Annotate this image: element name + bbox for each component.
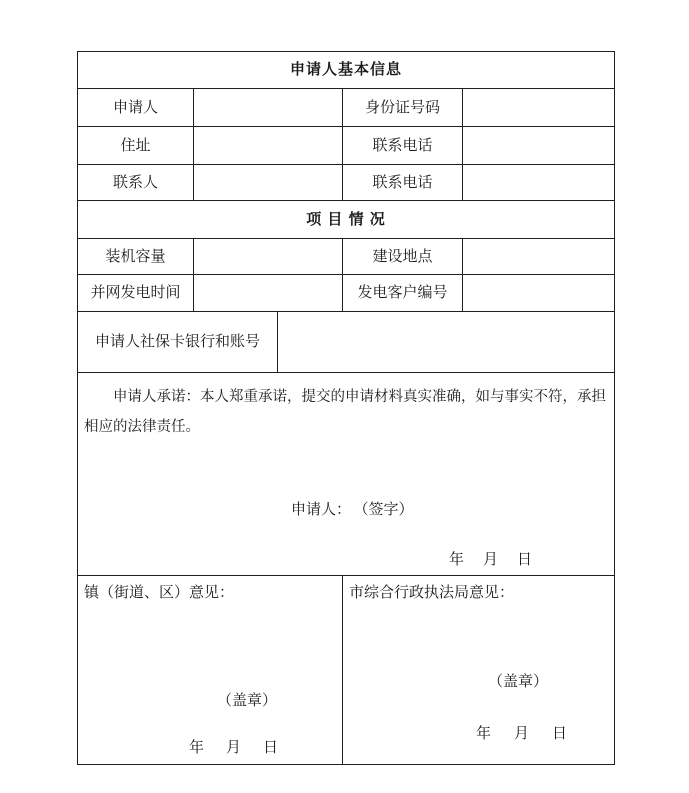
construction-site-value	[463, 239, 614, 274]
town-opinion-title: 镇（街道、区）意见：	[84, 584, 235, 601]
commitment-cell	[78, 373, 614, 575]
signer-label: 申请人：	[291, 501, 352, 518]
generation-customer-id-value	[463, 275, 614, 311]
social-card-bank-value	[278, 312, 614, 372]
bureau-date-line	[476, 725, 567, 743]
installed-capacity-value	[194, 239, 343, 274]
table-row	[78, 275, 614, 312]
application-form-table	[77, 51, 615, 765]
id-number-label: 身份证号码	[343, 89, 463, 126]
year-label: 年	[476, 725, 492, 742]
contact-person-label: 联系人	[78, 165, 194, 200]
address-value	[194, 127, 343, 164]
construction-site-label: 建设地点	[343, 239, 463, 274]
grid-connection-time-value	[194, 275, 343, 311]
commitment-text: 申请人承诺：本人郑重承诺，提交的申请材料真实准确，如与事实不符，承担相应的法律责任。	[84, 389, 606, 435]
opinions-row	[78, 576, 614, 764]
commitment-row	[78, 373, 614, 576]
section-title-project: 项 目 情 况	[306, 210, 386, 228]
grid-connection-time-label: 并网发电时间	[78, 275, 194, 311]
bureau-seal-placeholder: （盖章）	[488, 673, 549, 690]
installed-capacity-label: 装机容量	[78, 239, 194, 274]
section-title-basic-info: 申请人基本信息	[289, 61, 402, 78]
day-label: 日	[263, 739, 279, 756]
town-seal-placeholder: （盖章）	[217, 692, 278, 709]
bureau-opinion-title: 市综合行政执法局意见：	[349, 584, 515, 601]
project-header-row	[78, 201, 614, 239]
signature-hint: （签字）	[361, 501, 414, 518]
basic-info-header-row	[78, 52, 614, 89]
day-label: 日	[552, 725, 568, 742]
applicant-name-label: 申请人	[78, 89, 194, 126]
table-row	[78, 127, 614, 165]
table-row	[78, 165, 614, 201]
bank-account-row	[78, 312, 614, 373]
contact-phone-value	[463, 127, 614, 164]
town-opinion-cell	[78, 576, 343, 764]
applicant-name-value	[194, 89, 343, 126]
address-label: 住址	[78, 127, 194, 164]
social-card-bank-label: 申请人社保卡银行和账号	[78, 312, 278, 372]
town-date-line	[189, 739, 278, 757]
contact-person-value	[194, 165, 343, 200]
generation-customer-id-label: 发电客户编号	[343, 275, 463, 311]
month-label: 月	[514, 725, 530, 742]
signature-line	[291, 501, 414, 519]
contact-person-phone-label: 联系电话	[343, 165, 463, 200]
bureau-opinion-cell	[343, 576, 614, 764]
year-label: 年	[189, 739, 205, 756]
month-label: 月	[226, 739, 242, 756]
table-row	[78, 89, 614, 127]
contact-person-phone-value	[463, 165, 614, 200]
commitment-date-line	[449, 551, 532, 569]
id-number-value	[463, 89, 614, 126]
day-label: 日	[517, 551, 533, 568]
year-label: 年	[449, 551, 465, 568]
table-row	[78, 239, 614, 275]
month-label: 月	[483, 551, 499, 568]
contact-phone-label: 联系电话	[343, 127, 463, 164]
